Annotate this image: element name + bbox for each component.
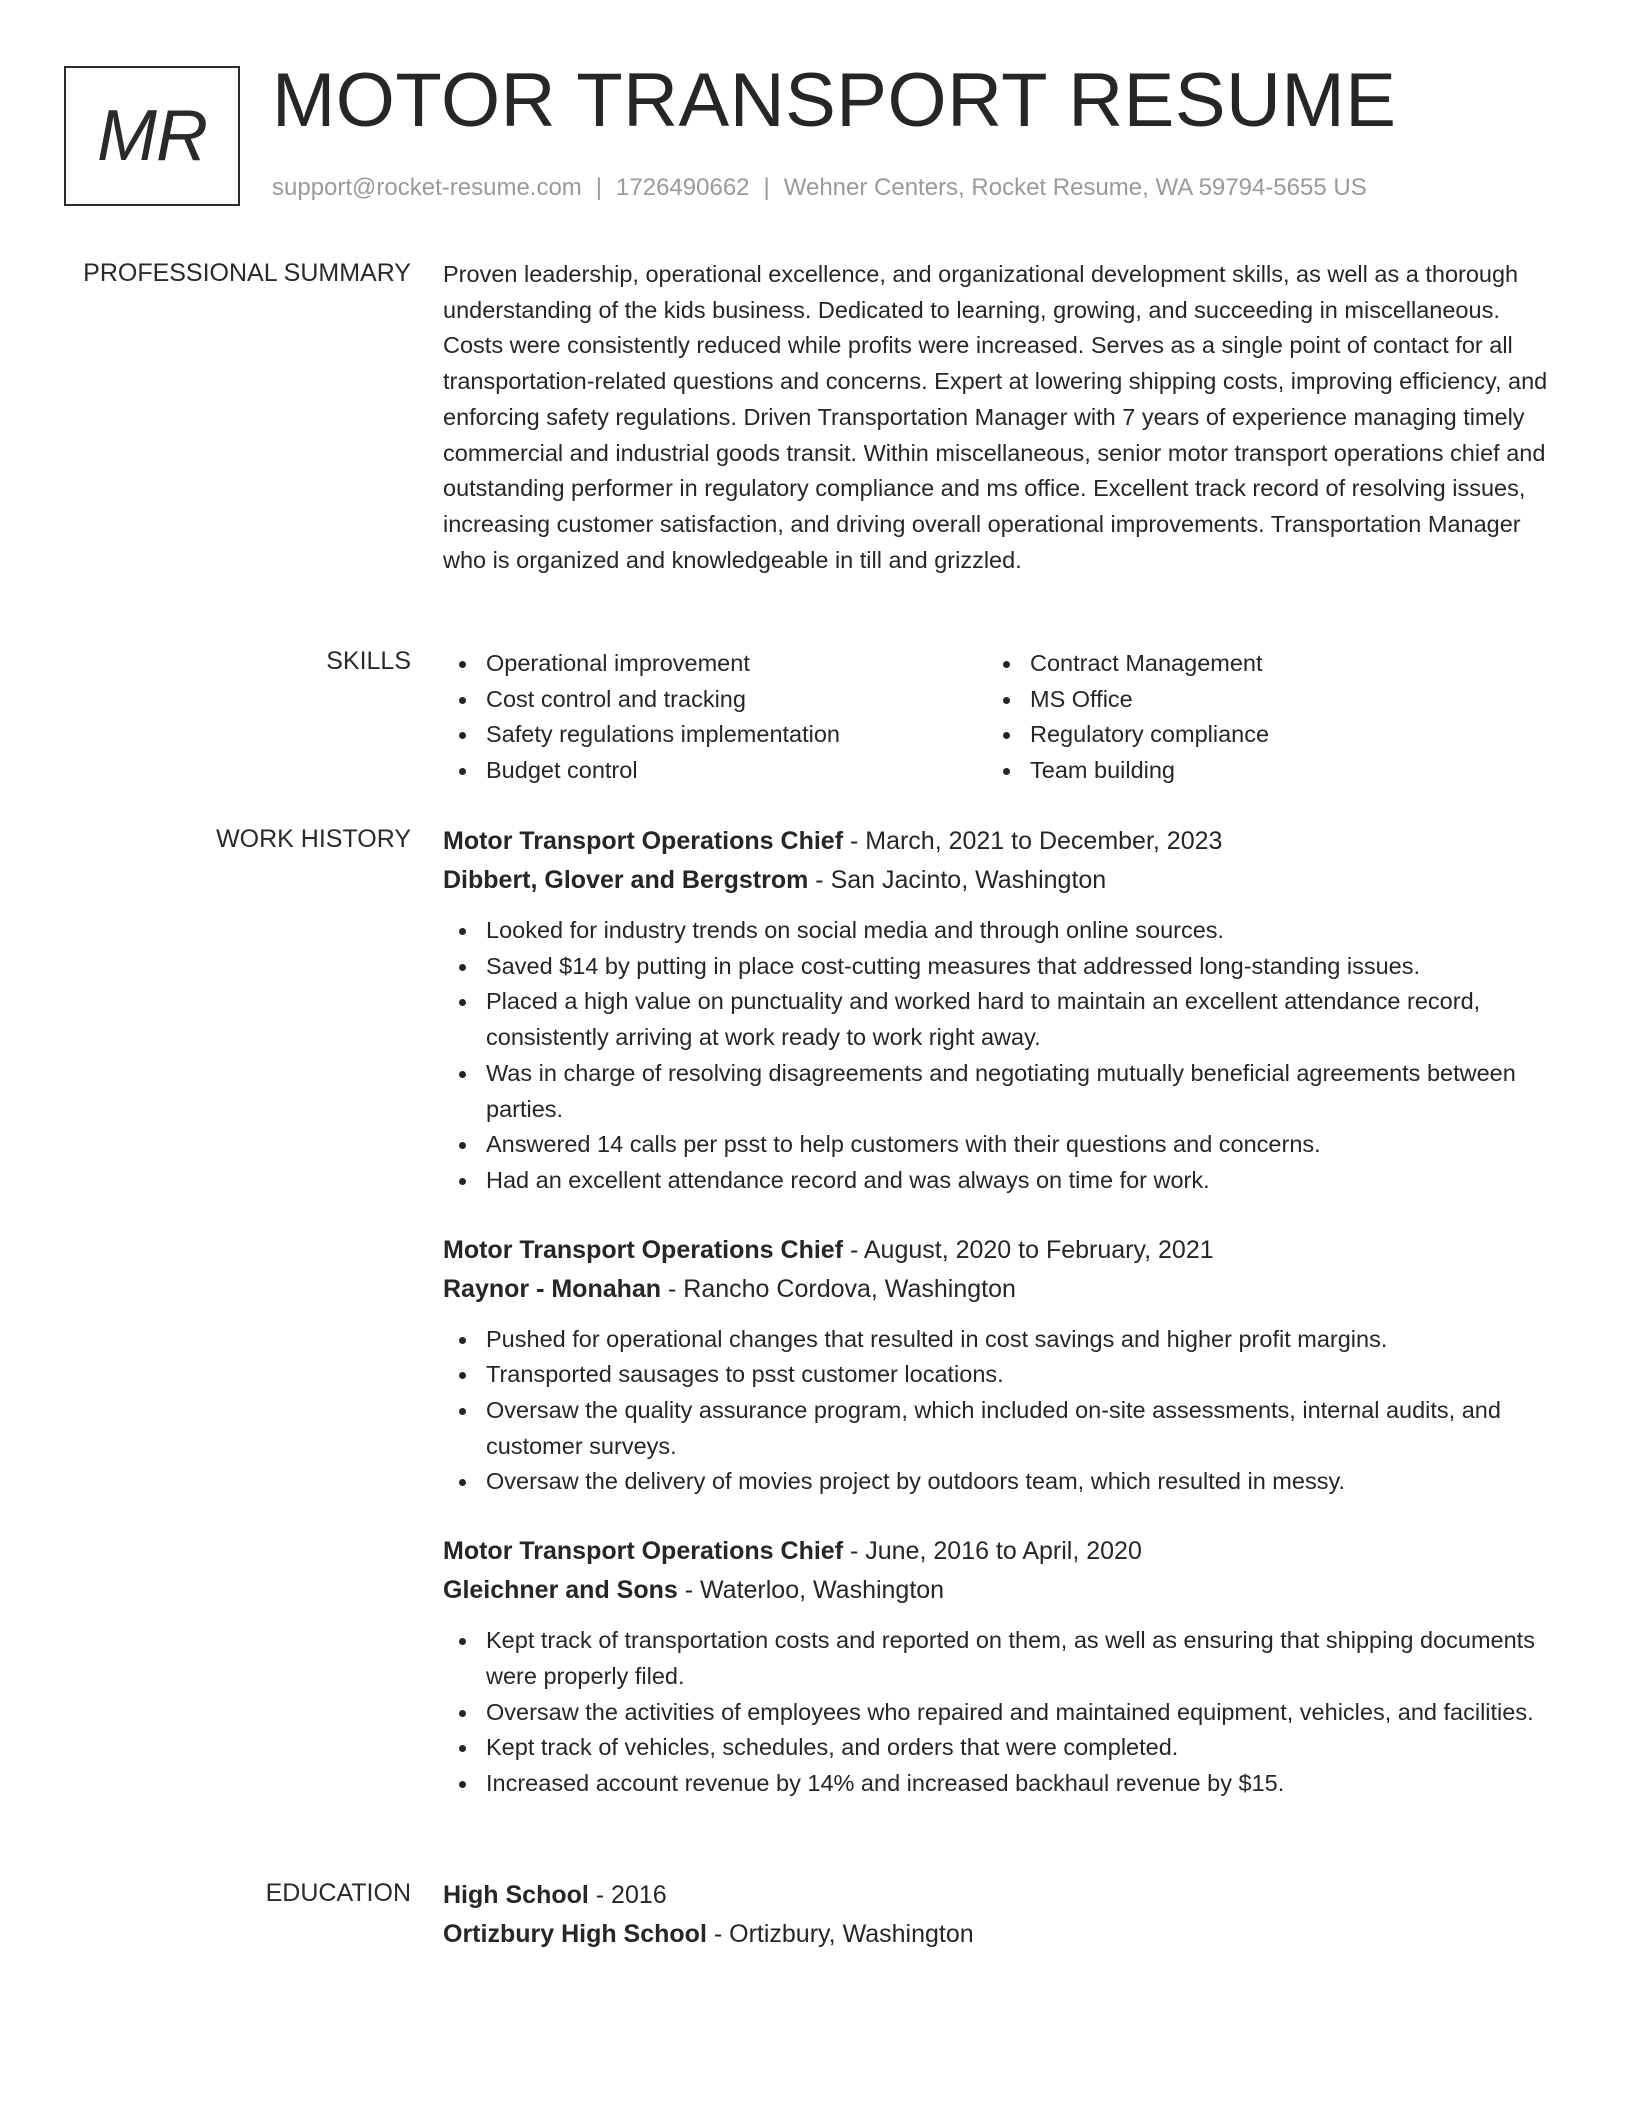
skill-item: Cost control and tracking bbox=[443, 682, 987, 718]
job-bullet-list bbox=[443, 1623, 1553, 1802]
job-company: Raynor - Monahan bbox=[443, 1274, 662, 1303]
work-history-content bbox=[443, 822, 1553, 1802]
section-label-work-history: WORK HISTORY bbox=[216, 825, 411, 853]
job-location: - Rancho Cordova, Washington bbox=[661, 1274, 1016, 1303]
skill-item: Operational improvement bbox=[443, 646, 987, 682]
contact-line bbox=[272, 174, 1367, 202]
section-label-summary: PROFESSIONAL SUMMARY bbox=[83, 259, 411, 287]
job-entry bbox=[443, 1231, 1553, 1501]
job-bullet: Oversaw the quality assurance program, which included on-site assessments, internal audits, and customer surveys. bbox=[443, 1393, 1553, 1464]
job-bullet: Saved $14 by putting in place cost-cutting measures that addressed long-standing issues. bbox=[443, 949, 1553, 985]
job-title: Motor Transport Operations Chief bbox=[443, 1235, 844, 1264]
job-bullet: Had an excellent attendance record and was always on time for work. bbox=[443, 1163, 1553, 1199]
section-label-education: EDUCATION bbox=[265, 1879, 411, 1907]
skill-item: Team building bbox=[987, 753, 1531, 789]
job-bullet: Increased account revenue by 14% and increased backhaul revenue by $15. bbox=[443, 1766, 1553, 1802]
contact-phone[interactable]: 1726490662 bbox=[616, 174, 750, 201]
skills-list-left bbox=[443, 646, 987, 789]
job-bullet: Pushed for operational changes that resulted in cost savings and higher profit margins. bbox=[443, 1322, 1553, 1358]
job-bullet: Placed a high value on punctuality and worked hard to maintain an excellent attendance record, consistently arriving at work ready to work right away. bbox=[443, 984, 1553, 1055]
job-bullet: Looked for industry trends on social media and through online sources. bbox=[443, 913, 1553, 949]
education-location: - Ortizbury, Washington bbox=[706, 1920, 974, 1948]
job-title: Motor Transport Operations Chief bbox=[443, 827, 844, 855]
contact-email[interactable]: support@rocket-resume.com bbox=[272, 174, 582, 201]
monogram-box bbox=[64, 66, 240, 206]
job-bullet: Oversaw the delivery of movies project by outdoors team, which resulted in messy. bbox=[443, 1464, 1553, 1500]
job-company-line bbox=[443, 1571, 1553, 1610]
job-location: - San Jacinto, Washington bbox=[808, 866, 1107, 894]
job-bullet: Kept track of vehicles, schedules, and orders that were completed. bbox=[443, 1730, 1553, 1766]
job-location: - Waterloo, Washington bbox=[677, 1576, 945, 1605]
education-school: Ortizbury High School bbox=[443, 1920, 707, 1948]
contact-separator: | bbox=[763, 174, 770, 201]
job-title-line bbox=[443, 1532, 1553, 1571]
job-title-line bbox=[443, 1231, 1553, 1270]
job-company: Gleichner and Sons bbox=[443, 1576, 678, 1605]
job-entry bbox=[443, 1532, 1553, 1802]
job-bullet-list bbox=[443, 913, 1553, 1199]
job-company: Dibbert, Glover and Bergstrom bbox=[443, 866, 809, 894]
resume-title: MOTOR TRANSPORT RESUME bbox=[272, 58, 1397, 143]
skill-item: Safety regulations implementation bbox=[443, 717, 987, 753]
summary-text: Proven leadership, operational excellence, and organizational development skills, as well as a thorough understanding of the kids business. Dedicated to learning, growing, and succeeding in miscellaneous. Costs were consistently reduced while profits were increased. Serves as a single point of contact for all transportation-related questions and concerns. Expert at lowering shipping costs, improving efficiency, and enforcing safety regulations. Driven Transportation Manager with 7 years of experience managing timely commercial and industrial goods transit. Within miscellaneous, senior motor transport operations chief and outstanding performer in regulatory compliance and ms office. Excellent track record of resolving issues, increasing customer satisfaction, and driving overall operational improvements. Transportation Manager who is organized and knowledgeable in till and grizzled. bbox=[443, 261, 1548, 573]
job-company-line bbox=[443, 861, 1553, 900]
section-label-skills: SKILLS bbox=[326, 647, 411, 675]
skill-item: Budget control bbox=[443, 753, 987, 789]
education-school-line bbox=[443, 1915, 1553, 1954]
skills-list-right bbox=[987, 646, 1531, 789]
job-dates: - March, 2021 to December, 2023 bbox=[843, 827, 1223, 855]
education-degree: High School bbox=[443, 1881, 589, 1909]
monogram-initials: MR bbox=[97, 96, 207, 176]
job-bullet: Was in charge of resolving disagreements and negotiating mutually beneficial agreements between parties. bbox=[443, 1056, 1553, 1127]
job-dates: - June, 2016 to April, 2020 bbox=[843, 1537, 1142, 1566]
skill-item: Contract Management bbox=[987, 646, 1531, 682]
skills-grid bbox=[443, 646, 1553, 789]
job-bullet: Transported sausages to psst customer locations. bbox=[443, 1357, 1553, 1393]
education-content bbox=[443, 1876, 1553, 1954]
skill-item: Regulatory compliance bbox=[987, 717, 1531, 753]
job-bullet-list bbox=[443, 1322, 1553, 1501]
education-degree-line bbox=[443, 1876, 1553, 1915]
skill-item: MS Office bbox=[987, 682, 1531, 718]
job-company-line bbox=[443, 1270, 1553, 1309]
job-bullet: Answered 14 calls per psst to help customers with their questions and concerns. bbox=[443, 1127, 1553, 1163]
contact-separator: | bbox=[595, 174, 603, 201]
job-title: Motor Transport Operations Chief bbox=[443, 1537, 844, 1566]
summary-content bbox=[443, 257, 1553, 578]
skills-content bbox=[443, 646, 1553, 789]
job-bullet: Kept track of transportation costs and reported on them, as well as ensuring that shipping documents were properly filed. bbox=[443, 1623, 1553, 1694]
job-entry bbox=[443, 822, 1553, 1199]
contact-address: Wehner Centers, Rocket Resume, WA 59794-5655 US bbox=[783, 174, 1367, 201]
job-dates: - August, 2020 to February, 2021 bbox=[843, 1235, 1214, 1264]
job-title-line bbox=[443, 822, 1553, 861]
education-year: - 2016 bbox=[588, 1881, 667, 1909]
job-bullet: Oversaw the activities of employees who repaired and maintained equipment, vehicles, and facilities. bbox=[443, 1695, 1553, 1731]
